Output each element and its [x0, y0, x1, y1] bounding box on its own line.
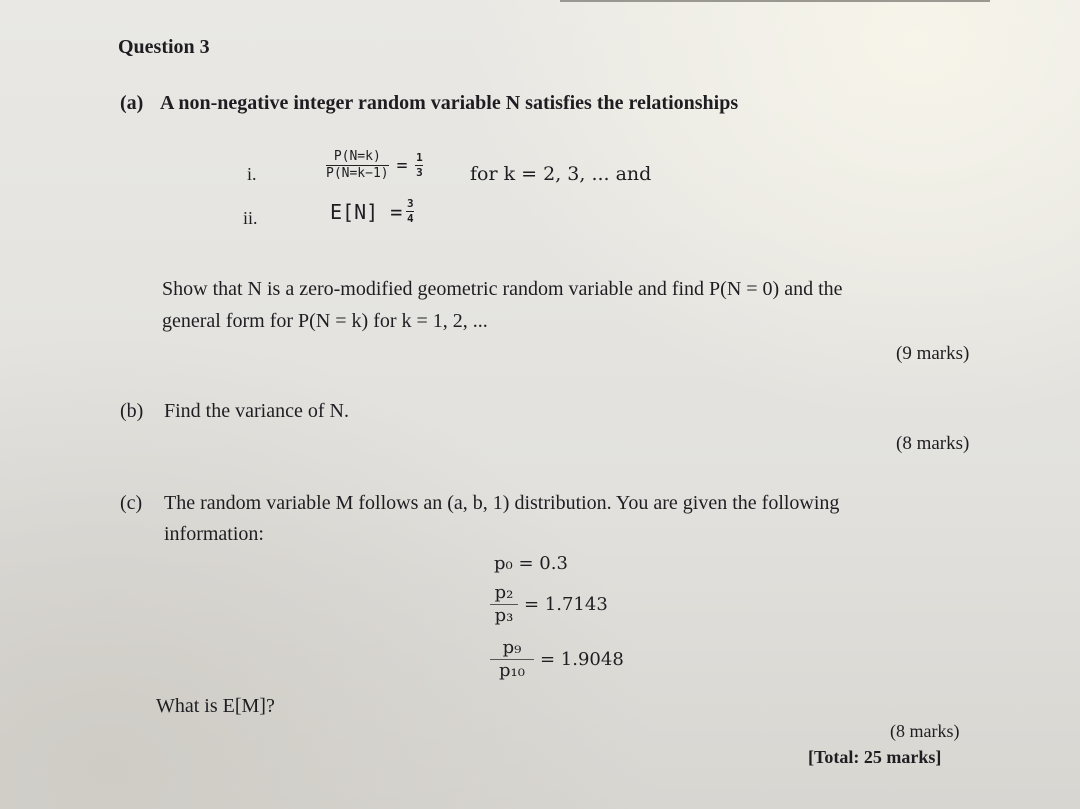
part-a-label: (a)	[120, 92, 144, 114]
part-b-text: Find the variance of N.	[164, 400, 349, 422]
part-c-question: What is E[M]?	[156, 695, 275, 717]
item-ii-equation	[330, 198, 414, 225]
total-marks: [Total: 25 marks]	[808, 747, 942, 767]
part-b-marks: (8 marks)	[896, 433, 970, 454]
ratio-p3-denominator: p₃	[494, 604, 514, 626]
item-i-roman: i.	[247, 164, 257, 184]
p0-value: p₀ = 0.3	[494, 553, 568, 574]
part-c-label: (c)	[120, 492, 143, 514]
ratio-p2-numerator: p₂	[494, 582, 514, 603]
part-a-task-line1: Show that N is a zero-modified geometric random variable and find P(N = 0) and the	[162, 278, 843, 300]
ratio-p2-p3-value: = 1.7143	[524, 593, 608, 615]
expectation-numerator: 3	[406, 197, 414, 210]
rhs-fraction	[415, 152, 423, 179]
question-title: Question 3	[118, 36, 210, 58]
part-a-marks: (9 marks)	[896, 343, 970, 364]
top-divider	[560, 0, 990, 2]
ratio-p2-p3-fraction	[490, 583, 518, 626]
part-a-task-line2: general form for P(N = k) for k = 1, 2, ...	[162, 310, 488, 332]
ratio-p9-p10	[490, 638, 624, 681]
ratio-numerator: P(N=k)	[333, 149, 381, 164]
item-ii-roman: ii.	[243, 208, 258, 228]
ratio-fraction	[326, 150, 389, 182]
part-b-label: (b)	[120, 400, 144, 422]
expectation-denominator: 4	[406, 212, 414, 226]
ratio-p9-p10-value: = 1.9048	[540, 648, 624, 670]
expectation-lhs: E[N] =	[330, 199, 403, 224]
part-c-marks: (8 marks)	[890, 721, 960, 741]
rhs-numerator: 1	[416, 151, 423, 165]
item-i-equation	[326, 150, 423, 182]
rhs-denominator: 3	[416, 166, 423, 180]
expectation-fraction	[406, 198, 414, 225]
ratio-denominator: P(N=k−1)	[326, 166, 389, 182]
part-a-intro: A non-negative integer random variable N satisfies the relationships	[160, 92, 739, 114]
part-c-line1: The random variable M follows an (a, b, 1) distribution. You are given the following	[164, 492, 840, 514]
part-c-line2: information:	[164, 523, 264, 545]
ratio-p2-p3	[490, 583, 608, 626]
ratio-p9-numerator: p₉	[502, 637, 522, 658]
equals-sign: =	[396, 155, 408, 177]
item-i-tail: for k = 2, 3, ... and	[470, 163, 652, 185]
ratio-p10-denominator: p₁₀	[499, 659, 525, 681]
ratio-p9-p10-fraction	[490, 638, 534, 681]
